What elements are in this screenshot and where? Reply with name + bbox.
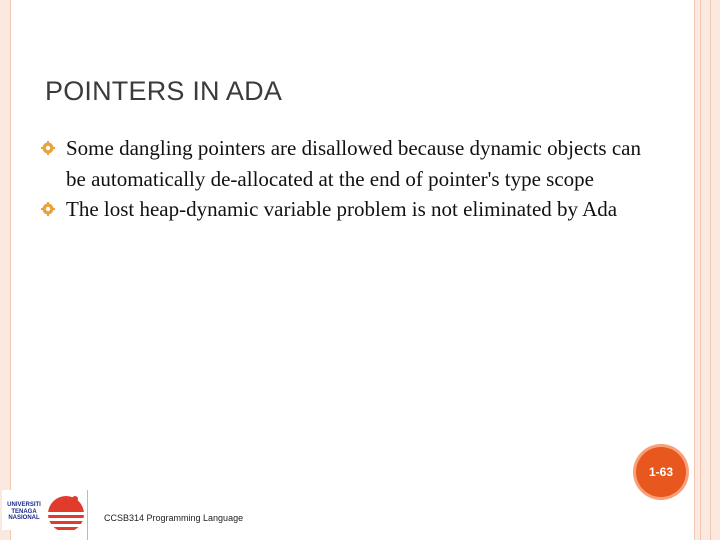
bullet-item (41, 194, 641, 225)
bullet-item (41, 133, 641, 194)
logo-text: UNIVERSITI TENAGA NASIONAL (7, 502, 41, 521)
footer-text: CCSB314 Programming Language (104, 513, 244, 523)
page-number: 1-63 (648, 465, 674, 479)
slide-title: POINTERS IN ADA (45, 76, 283, 106)
frame-line (700, 0, 701, 540)
bullet-text: Some dangling pointers are disallowed because dynamic objects can be automatically de-allocated at the end of pointer's type scope (66, 136, 641, 191)
bullet-list (41, 133, 641, 225)
footer-divider (87, 490, 88, 540)
university-logo (2, 490, 86, 530)
frame-line (710, 0, 711, 540)
gear-bullet-icon (41, 202, 55, 216)
page-number-badge (636, 447, 686, 497)
slide-canvas (10, 0, 695, 540)
gear-bullet-icon (41, 141, 55, 155)
bullet-text: The lost heap-dynamic variable problem is not eliminated by Ada (66, 197, 618, 221)
